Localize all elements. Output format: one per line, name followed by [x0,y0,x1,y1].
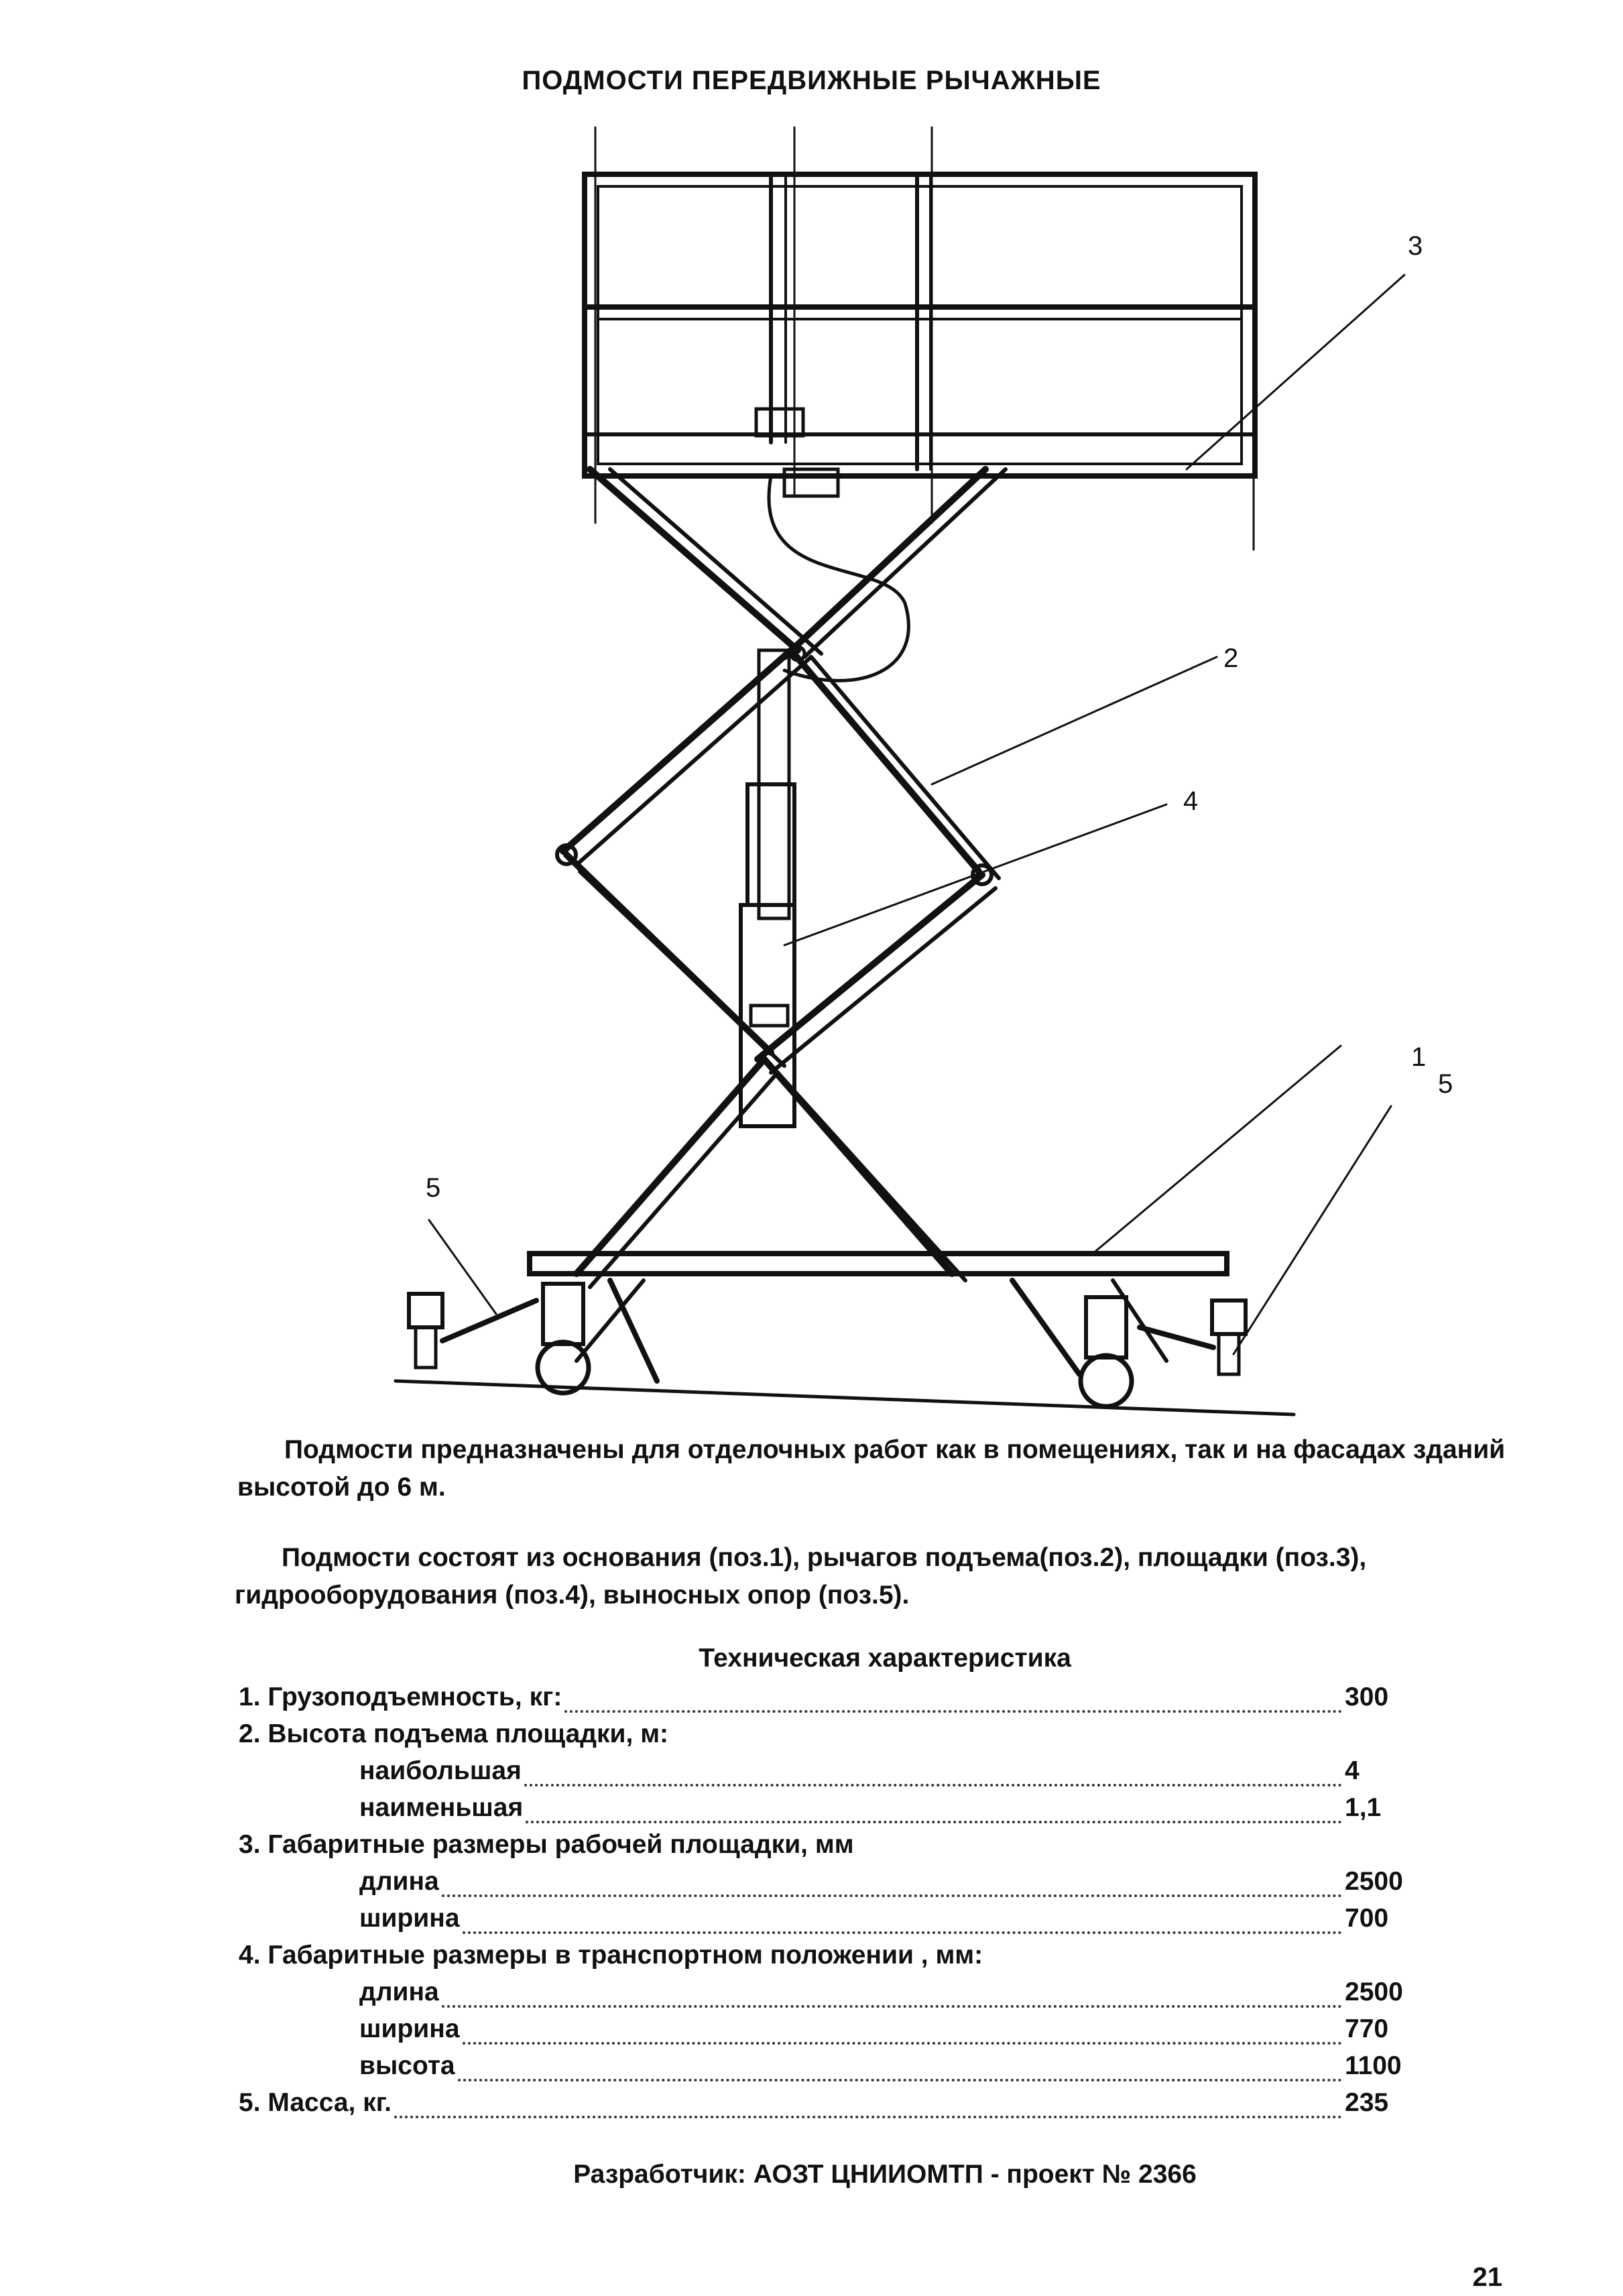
callout-1: 1 [1411,1042,1427,1072]
callout-5-left: 5 [426,1173,441,1203]
spec-row-transport-height: высота 1100 [359,2051,1402,2080]
paragraph-2-text: Подмости состоят из основания (поз.1), рычагов подъема(поз.2), площадки (поз.3), гидрооборудования (поз.4), выносных опор (поз.5). [235,1543,1367,1610]
callout-3: 3 [1408,231,1423,261]
description-paragraph-1 [237,1431,1511,1506]
scissor-lift-drawing [375,121,1515,1435]
spec-row-transport-dims: 4. Габаритные размеры в транспортном положении , мм: [239,1941,983,1970]
spec-row-platform-width: ширина 700 [359,1904,1389,1933]
callout-2: 2 [1223,644,1239,673]
spec-row-min-height: наименьшая 1,1 [359,1793,1382,1822]
paragraph-1-text: Подмости предназначены для отделочных работ как в помещениях, так и на фасадах зданий высотой до 6 м. [237,1435,1506,1502]
spec-heading: Техническая характеристика [699,1644,1071,1673]
spec-row-lift-height: 2. Высота подъема площадки, м: [239,1719,669,1748]
developer-footer: Разработчик: АОЗТ ЦНИИОМТП - проект № 2366 [573,2160,1197,2189]
spec-list [239,1683,1419,2125]
spec-row-transport-width: ширина 770 [359,2014,1389,2043]
description-paragraph-2 [235,1539,1508,1614]
spec-row-platform-dims: 3. Габаритные размеры рабочей площадки, мм [239,1830,854,1859]
page-title: ПОДМОСТИ ПЕРЕДВИЖНЫЕ РЫЧАЖНЫЕ [522,66,1101,95]
spec-row-capacity: 1. Грузоподъемность, кг: 300 [239,1683,1389,1711]
callout-5-right: 5 [1438,1069,1453,1099]
page-number: 21 [1472,2262,1502,2292]
spec-row-platform-length: длина 2500 [359,1867,1403,1896]
callout-4: 4 [1183,786,1199,816]
spec-row-mass: 5. Масса, кг. 235 [239,2088,1389,2117]
spec-row-transport-length: длина 2500 [359,1978,1403,2006]
spec-row-max-height: наибольшая 4 [359,1756,1360,1785]
